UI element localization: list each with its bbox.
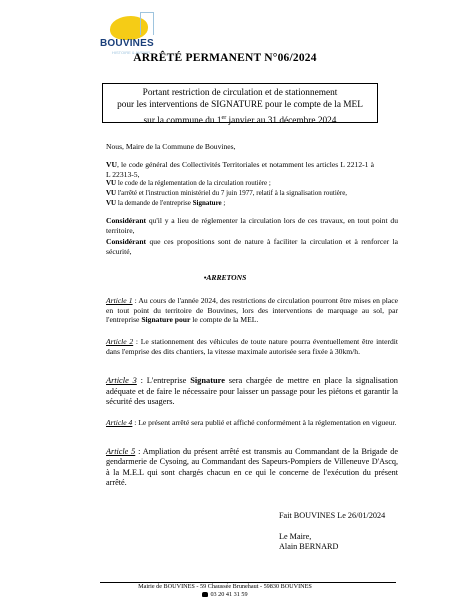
subject-line-3: sur la commune du 1er janvier au 31 décembre 2024 <box>143 114 337 126</box>
subject-box <box>102 83 378 126</box>
logo-house-outline <box>140 12 154 35</box>
signature-role: Le Maire, <box>279 532 312 541</box>
article-3: Article 3 : L'entreprise Signature sera chargée de mettre en place la signalisation adéquate et de faire le nécessaire pour laisser un passage pour les piétons et garantir la sécurité des usagers. <box>106 376 398 407</box>
footer-address: Mairie de BOUVINES - 59 Chaussée Brunehaut - 59830 BOUVINES <box>138 583 312 590</box>
bouvines-logo <box>100 12 162 55</box>
article-5: Article 5 : Ampliation du présent arrêté est transmis au Commandant de la Brigade de gendarmerie de Cysoing, au Commandant des Sapeurs-Pompiers de Villeneuve D'Ascq, à la M.E.L qui sont chargés chacun en ce qui le concerne de l'exécution du présent arrêté. <box>106 447 399 488</box>
arretons-heading: •ARRETONS <box>203 273 247 282</box>
article-4: Article 4 : Le présent arrêté sera publié et affiché conformément à la réglementation en vigueur. <box>106 418 397 427</box>
vu-item: VU l'arrêté et l'instruction ministériel du 7 juin 1977, relatif à la signalisation routière, <box>106 189 348 198</box>
page-title: ARRÊTÉ PERMANENT N°06/2024 <box>133 52 317 64</box>
logo-tagline: HISTOIRE & AVENIR <box>112 50 151 55</box>
footer-phone-line <box>0 591 450 599</box>
subject-line-1: Portant restriction de circulation et de stationnement <box>142 88 338 98</box>
place-date: Fait BOUVINES Le 26/01/2024 <box>279 511 386 520</box>
phone-icon <box>202 592 208 597</box>
vu-item: VU la demande de l'entreprise Signature ; <box>106 198 226 207</box>
considerants <box>106 216 398 257</box>
article-1: Article 1 : Au cours de l'année 2024, des restrictions de circulation pourront être mises en place en tout point du territoire de Bouvines, lors des interventions de marquage au sol, par l'entreprise Signature pour le compte de la MEL. <box>106 296 399 325</box>
signature-name: Alain BERNARD <box>279 542 339 551</box>
subject-line-2: pour les interventions de SIGNATURE pour le compte de la MEL <box>117 100 363 111</box>
vu-item: VU, le code général des Collectivités Territoriales et notamment les articles L 2212-1 à L 22313-5, <box>106 160 374 179</box>
signature-block <box>279 511 385 552</box>
intro-line: Nous, Maire de la Commune de Bouvines, <box>106 142 236 151</box>
footer <box>0 583 450 599</box>
article-2: Article 2 : Le stationnement des véhicules de toute nature pourra éventuellement être interdit dans l'emprise des dits chantiers, la vitesse maximale autorisée sera fixée à 30km/h. <box>106 337 399 356</box>
logo-town-name: BOUVINES <box>100 38 154 49</box>
considerant-item: Considérant qu'il y a lieu de réglementer la circulation lors de ces travaux, en tout point du territoire, <box>106 216 398 235</box>
vu-item: VU le code de la réglementation de la circulation routière ; <box>106 179 271 188</box>
considerant-item: Considérant que ces propositions sont de nature à faciliter la circulation et à renforcer la sécurité, <box>106 237 398 257</box>
vu-list <box>106 160 374 209</box>
footer-phone: 03 20 41 31 59 <box>210 591 248 598</box>
